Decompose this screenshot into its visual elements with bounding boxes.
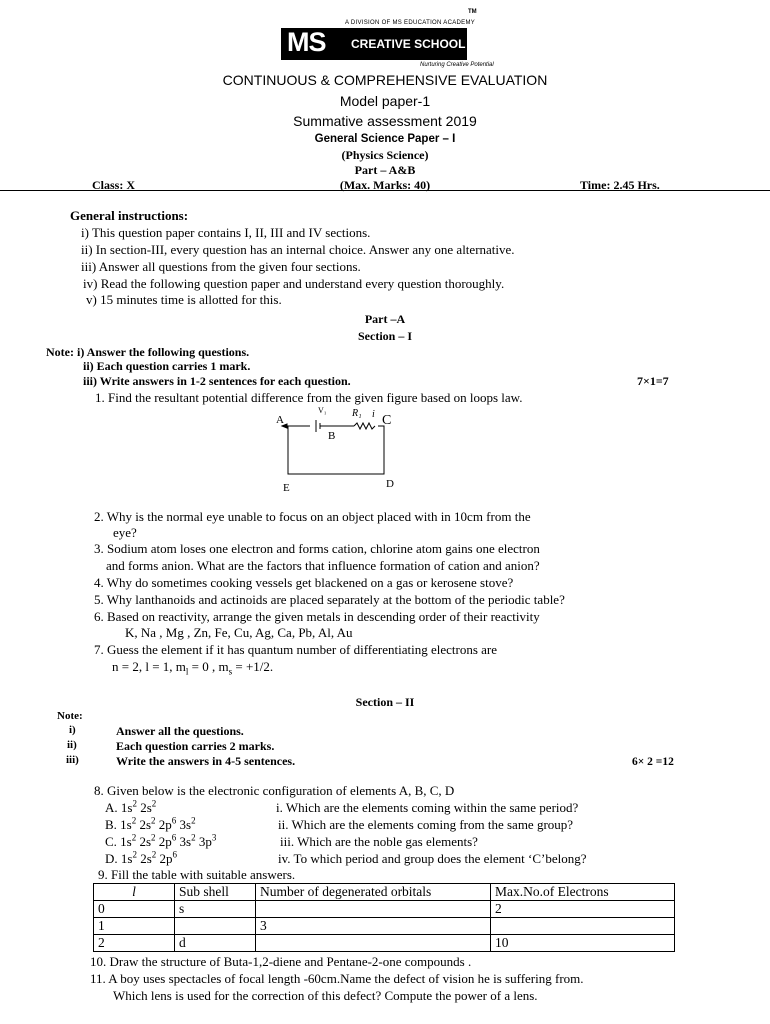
table-cell: 2 bbox=[94, 935, 175, 952]
question-8-iv: iv. To which period and group does the element ‘C’belong? bbox=[278, 851, 587, 866]
question-5: 5. Why lanthanoids and actinoids are placed separately at the bottom of the periodic table? bbox=[94, 592, 565, 607]
subject-title: General Science Paper – I bbox=[314, 133, 456, 145]
table-cell: 3 bbox=[256, 918, 491, 935]
label-r1: R₁ bbox=[352, 408, 362, 419]
question-1: 1. Find the resultant potential difference from the given figure based on loops law. bbox=[95, 390, 523, 405]
logo-tagline: Nurturing Creative Potential bbox=[420, 62, 494, 68]
section-2-marks: 6× 2 =12 bbox=[632, 756, 674, 768]
q7-sub-l: l bbox=[185, 666, 189, 677]
question-6-metals: K, Na , Mg , Zn, Fe, Cu, Ag, Ca, Pb, Al, Au bbox=[125, 625, 353, 640]
question-3-cont: and forms anion. What are the factors that influence formation of cation and anion? bbox=[106, 558, 540, 573]
config-b: B. $1s^2$ $2s^2$ $2p^6$ $3s^2$ bbox=[105, 815, 196, 832]
question-2: 2. Why is the normal eye unable to focus on an object placed with in 10cm from the bbox=[94, 509, 531, 524]
question-10: 10. Draw the structure of Buta-1,2-diene and Pentane-2-one compounds . bbox=[90, 954, 472, 969]
question-11: 11. A boy uses spectacles of focal length -60cm.Name the defect of vision he is suffering from. bbox=[90, 971, 584, 986]
paper-title: CONTINUOUS & COMPREHENSIVE EVALUATION bbox=[222, 72, 548, 88]
q7-text: = 0 , m bbox=[188, 659, 229, 674]
label-c: C bbox=[382, 413, 392, 428]
section-1-marks: 7×1=7 bbox=[637, 374, 669, 388]
circuit-loop bbox=[288, 426, 384, 474]
table-cell: s bbox=[175, 901, 256, 918]
table-header-row bbox=[94, 884, 675, 901]
cell-symbol bbox=[316, 420, 320, 432]
part-title: Part – A&B bbox=[354, 163, 416, 177]
table-header: Number of degenerated orbitals bbox=[256, 884, 491, 901]
q7-text: = +1/2. bbox=[232, 659, 274, 674]
question-6: 6. Based on reactivity, arrange the given metals in descending order of their reactivity bbox=[94, 609, 540, 624]
section-2-note: Write the answers in 4-5 sentences. bbox=[116, 754, 296, 768]
table-header: Max.No.of Electrons bbox=[491, 884, 675, 901]
question-9: 9. Fill the table with suitable answers. bbox=[98, 867, 296, 882]
instruction-item: iv) Read the following question paper and understand every question thoroughly. bbox=[83, 276, 505, 291]
label-a: A bbox=[276, 414, 284, 426]
table-row bbox=[94, 918, 675, 935]
section-2-note-num: i) bbox=[69, 724, 76, 736]
question-8-ii: ii. Which are the elements coming from the same group? bbox=[278, 817, 574, 832]
table-header: l bbox=[94, 884, 175, 901]
section-1-note: Note: i) Answer the following questions. bbox=[46, 345, 250, 359]
q7-sub-s: s bbox=[228, 666, 233, 677]
table-cell: 0 bbox=[94, 901, 175, 918]
label-d: D bbox=[386, 478, 394, 490]
part-a-heading: Part –A bbox=[364, 312, 406, 326]
section-1-note: ii) Each question carries 1 mark. bbox=[83, 359, 251, 373]
logo-ms-text: MS bbox=[287, 27, 326, 57]
table-row bbox=[94, 901, 675, 918]
circuit-diagram bbox=[270, 404, 410, 494]
label-b: B bbox=[328, 430, 336, 442]
label-i: i bbox=[372, 409, 375, 420]
question-8-iii: iii. Which are the noble gas elements? bbox=[280, 834, 478, 849]
config-c: C. $1s^2$ $2s^2$ $2p^6$ $3s^2$ $3p^3$ bbox=[105, 832, 217, 849]
question-7: 7. Guess the element if it has quantum number of differentiating electrons are bbox=[94, 642, 497, 657]
section-2-note-num: ii) bbox=[67, 739, 77, 751]
header-divider bbox=[0, 190, 770, 191]
instruction-item: i) This question paper contains I, II, III and IV sections. bbox=[81, 225, 371, 240]
instruction-item: ii) In section-III, every question has an internal choice. Answer any one alternative. bbox=[81, 242, 515, 257]
trademark-mark: TM bbox=[468, 9, 477, 15]
resistor-symbol bbox=[354, 423, 375, 429]
section-1-heading: Section – I bbox=[358, 329, 412, 343]
school-logo bbox=[281, 28, 467, 60]
table-cell bbox=[175, 918, 256, 935]
logo-division-text: A DIVISION OF MS EDUCATION ACADEMY bbox=[344, 20, 476, 26]
section-2-note: Answer all the questions. bbox=[116, 724, 244, 738]
question-4: 4. Why do sometimes cooking vessels get blackened on a gas or kerosene stove? bbox=[94, 575, 514, 590]
model-paper-title: Model paper-1 bbox=[339, 93, 431, 109]
question-11-cont: Which lens is used for the correction of this defect? Compute the power of a lens. bbox=[113, 988, 538, 1003]
config-d: D. $1s^2$ $2s^2$ $2p^6$ bbox=[105, 849, 178, 866]
class-label: Class: X bbox=[92, 178, 136, 192]
instruction-item: v) 15 minutes time is allotted for this. bbox=[86, 292, 282, 307]
table-cell: d bbox=[175, 935, 256, 952]
instruction-item: iii) Answer all questions from the given four sections. bbox=[81, 259, 361, 274]
table-cell: 10 bbox=[491, 935, 675, 952]
question-7-quantum bbox=[112, 659, 273, 675]
q7-text: n = 2, l = 1, m bbox=[112, 659, 186, 674]
table-cell: 1 bbox=[94, 918, 175, 935]
label-v1: V₁ bbox=[318, 406, 327, 415]
logo-creative-text: CREATIVE SCHOOL bbox=[351, 37, 466, 51]
question-8: 8. Given below is the electronic configuration of elements A, B, C, D bbox=[94, 783, 455, 798]
physics-title: (Physics Science) bbox=[341, 148, 429, 162]
table-cell: 2 bbox=[491, 901, 675, 918]
section-2-heading: Section – II bbox=[355, 695, 415, 709]
question-8-i: i. Which are the elements coming within the same period? bbox=[276, 800, 579, 815]
label-e: E bbox=[283, 482, 290, 494]
section-2-note: Each question carries 2 marks. bbox=[116, 739, 275, 753]
question-2-cont: eye? bbox=[113, 525, 137, 540]
assessment-title: Summative assessment 2019 bbox=[293, 113, 477, 129]
section-2-note-label: Note: bbox=[57, 710, 83, 722]
time-label: Time: 2.45 Hrs. bbox=[580, 178, 660, 192]
table-header: Sub shell bbox=[175, 884, 256, 901]
table-cell bbox=[256, 935, 491, 952]
max-marks-label: (Max. Marks: 40) bbox=[339, 178, 431, 192]
section-2-note-num: iii) bbox=[66, 754, 79, 766]
table-cell bbox=[256, 901, 491, 918]
table-row bbox=[94, 935, 675, 952]
table-cell bbox=[491, 918, 675, 935]
orbital-table bbox=[93, 883, 675, 952]
section-1-note: iii) Write answers in 1-2 sentences for each question. bbox=[83, 374, 351, 388]
instructions-heading: General instructions: bbox=[70, 208, 189, 223]
config-a: A. $1s^2$ $2s^2$ bbox=[105, 798, 157, 815]
question-3: 3. Sodium atom loses one electron and forms cation, chlorine atom gains one electron bbox=[94, 541, 540, 556]
